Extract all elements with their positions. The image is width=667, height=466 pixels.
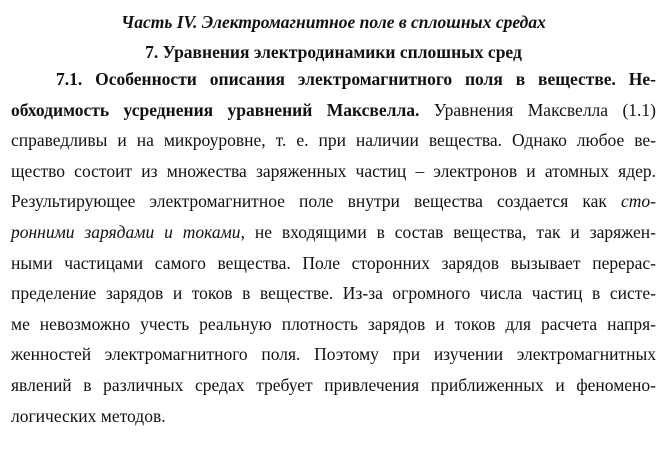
- paragraph-line-5: [11, 186, 656, 217]
- paragraph-line-11: явлений в различных средах требует привлечения приближенных и феномено-: [11, 374, 656, 395]
- paragraph-line-2: [11, 95, 656, 126]
- paragraph-line-4: щество состоит из множества заряженных частиц – электронов и атомных ядер.: [11, 160, 656, 181]
- chapter-title: 7. Уравнения электродинамики сплошных сред: [145, 42, 522, 62]
- line-text: Уравнения Максвелла (1.1): [419, 99, 656, 120]
- section-heading-part-1: 7.1. Особенности описания электромагнитного поля в веществе. Не-: [56, 69, 656, 89]
- paragraph-line-12: логических методов.: [11, 405, 166, 426]
- italic-term: ронними зарядами и токами: [11, 221, 241, 242]
- italic-term: сто-: [621, 191, 656, 212]
- part-title: Часть IV. Электромагнитное поле в сплошных средах: [121, 12, 546, 32]
- paragraph-line-1: [11, 64, 656, 95]
- line-text: , не входящими в состав вещества, так и заряжен-: [240, 221, 657, 242]
- paragraph-line-7: ными частицами самого вещества. Поле сторонних зарядов вызывает перерас-: [11, 252, 656, 273]
- paragraph-line-3: справедливы и на микроуровне, т. е. при наличии вещества. Однако любое ве-: [11, 130, 656, 151]
- line-text: Результирующее электромагнитное поле внутри вещества создается как: [11, 191, 622, 212]
- section-heading-part-2: обходимость усреднения уравнений Максвелла.: [11, 99, 420, 120]
- paragraph-line-9: ме невозможно учесть реальную плотность зарядов и токов для расчета напря-: [11, 313, 656, 334]
- paragraph-line-10: женностей электромагнитного поля. Поэтому при изучении электромагнитных: [11, 344, 656, 365]
- section-paragraph: [11, 64, 656, 431]
- paragraph-line-6: [11, 217, 656, 248]
- paragraph-line-8: пределение зарядов и токов в веществе. Из-за огромного числа частиц в систе-: [11, 283, 656, 304]
